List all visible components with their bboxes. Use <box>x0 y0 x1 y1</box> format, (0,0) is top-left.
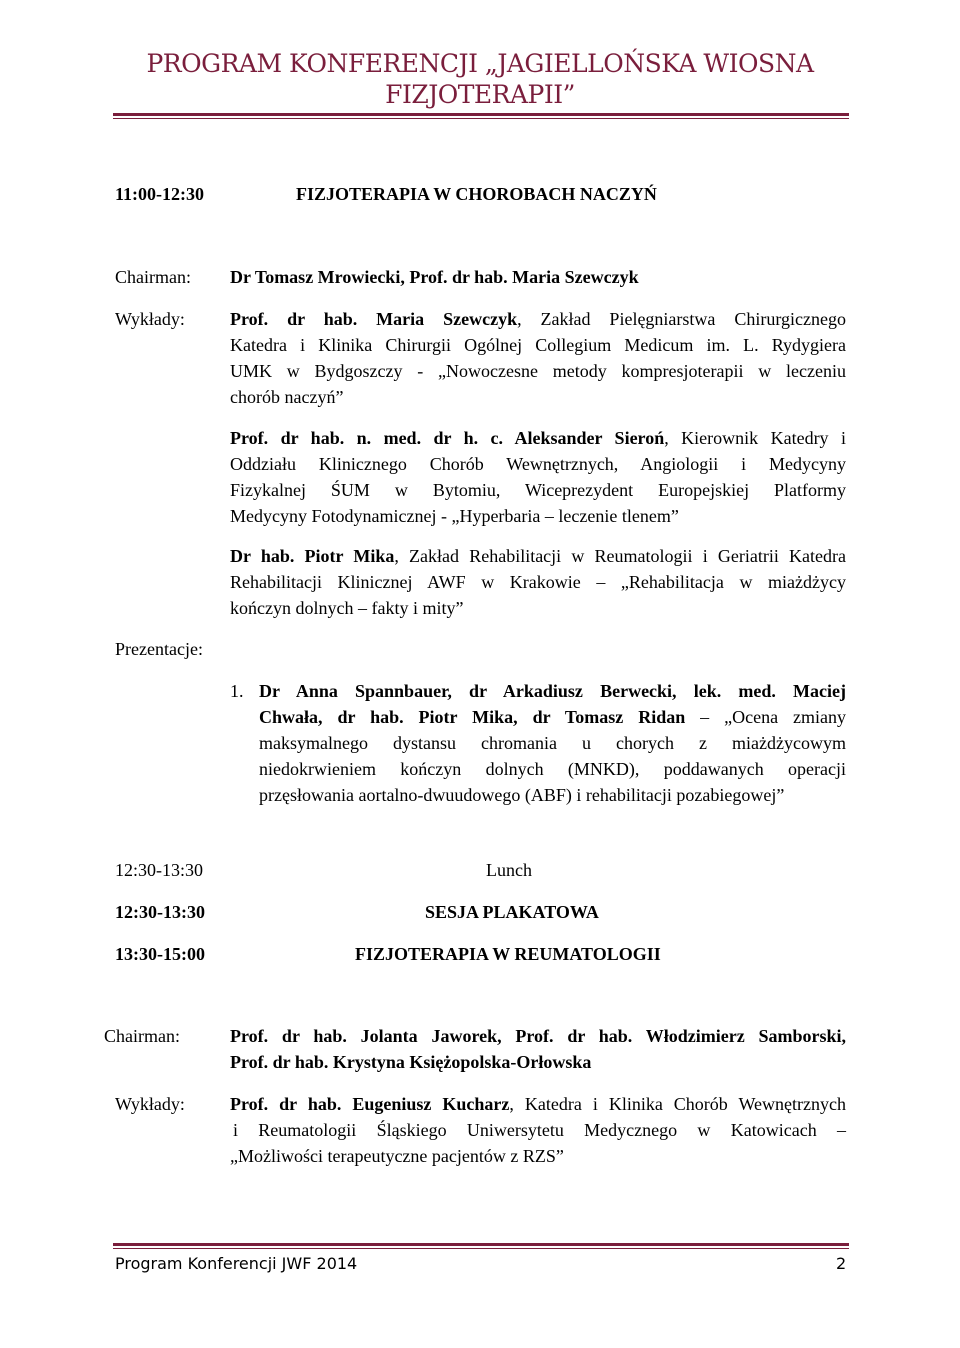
lecture-3-line-2: Rehabilitacji Klinicznej AWF w Krakowie – „Rehabilitacja w miażdżycy <box>230 572 846 592</box>
presentation-line-3: niedokrwieniem kończyn dolnych (MNKD), poddawanych operacji <box>259 759 846 779</box>
session1-lectures-label: Wykłady: <box>115 309 185 329</box>
footer-rule-thick <box>113 1243 849 1246</box>
page-number: 2 <box>836 1254 847 1273</box>
session2-lecture-line-2: i Reumatologii Śląskiego Uniwersytetu Medycznego w Katowicach – <box>233 1120 846 1140</box>
lecture-3 <box>230 543 846 621</box>
lecture-2-line-2: Oddziału Klinicznego Chorób Wewnętrznych, Angiologii i Medycyny <box>230 454 846 474</box>
header-rule-thick <box>113 113 849 116</box>
session2-time: 13:30-15:00 <box>115 944 205 964</box>
lecture-2-line-3: Fizykalnej ŚUM w Bytomiu, Wiceprezydent Europejskiej Platformy <box>230 480 846 500</box>
session1-chairman: Dr Tomasz Mrowiecki, Prof. dr hab. Maria Szewczyk <box>230 267 639 287</box>
presentation-1 <box>259 678 846 808</box>
footer-rule-thin <box>113 1248 849 1249</box>
lecture-3-line-1: , Zakład Rehabilitacji w Reumatologii i Geriatrii Katedra <box>394 546 846 566</box>
session2-title: FIZJOTERAPIA W REUMATOLOGII <box>355 944 661 964</box>
lunch-title: Lunch <box>486 860 532 880</box>
title-line-2: FIZJOTERAPII” <box>385 80 575 109</box>
session2-chairman <box>230 1023 846 1075</box>
session1-chairman-label: Chairman: <box>115 267 191 287</box>
poster-title: SESJA PLAKATOWA <box>425 902 599 922</box>
header-rule-thin <box>113 118 849 119</box>
session2-lecture-author: Prof. dr hab. Eugeniusz Kucharz <box>230 1094 510 1114</box>
lunch-time: 12:30-13:30 <box>115 860 203 880</box>
lecture-2-line-1: , Kierownik Katedry i <box>664 428 846 448</box>
session2-lecture-line-1: , Katedra i Klinika Chorób Wewnętrznych <box>509 1094 846 1114</box>
lecture-1-line-1: , Zakład Pielęgniarstwa Chirurgicznego <box>517 309 846 329</box>
lecture-1-author: Prof. dr hab. Maria Szewczyk <box>230 309 518 329</box>
lecture-3-author: Dr hab. Piotr Mika <box>230 546 395 566</box>
session1-title: FIZJOTERAPIA W CHOROBACH NACZYŃ <box>296 184 657 204</box>
session2-lecture-line-3: „Możliwości terapeutyczne pacjentów z RZS” <box>230 1146 564 1166</box>
document-title <box>110 48 850 110</box>
session2-lectures-label: Wykłady: <box>115 1094 185 1114</box>
presentation-line-2: maksymalnego dystansu chromania u chorych z miażdżycowym <box>259 733 846 753</box>
poster-time: 12:30-13:30 <box>115 902 205 922</box>
footer-text: Program Konferencji JWF 2014 <box>115 1254 358 1273</box>
session1-presentations-label: Prezentacje: <box>115 639 203 659</box>
lecture-1 <box>230 306 846 410</box>
presentation-line-1: – „Ocena zmiany <box>685 707 847 727</box>
lecture-1-line-2: Katedra i Klinika Chirurgii Ogólnej Collegium Medicum im. L. Rydygiera <box>230 335 846 355</box>
lecture-2-author: Prof. dr hab. n. med. dr h. c. Aleksander Sieroń <box>230 428 665 448</box>
presentation-authors-line-2: Chwała, dr hab. Piotr Mika, dr Tomasz Ridan <box>259 707 686 727</box>
lecture-1-line-4: chorób naczyń” <box>230 387 344 407</box>
lecture-3-line-3: kończyn dolnych – fakty i mity” <box>230 598 464 618</box>
lecture-2-line-4: Medycyny Fotodynamicznej - „Hyperbaria – leczenie tlenem” <box>230 506 679 526</box>
session1-time: 11:00-12:30 <box>115 184 204 204</box>
title-line-1: PROGRAM KONFERENCJI „JAGIELLOŃSKA WIOSNA <box>146 49 814 78</box>
presentation-authors-line-1: Dr Anna Spannbauer, dr Arkadiusz Berwecki, lek. med. Maciej <box>259 681 846 701</box>
session2-chairman-line-2: Prof. dr hab. Krystyna Księżopolska-Orłowska <box>230 1052 592 1072</box>
session2-lecture <box>230 1091 846 1169</box>
lecture-2 <box>230 425 846 529</box>
session2-chairman-label: Chairman: <box>104 1026 180 1046</box>
presentation-line-4: przęsłowania aortalno-dwuudowego (ABF) i rehabilitacji pozabiegowej” <box>259 785 785 805</box>
session2-chairman-line-1: Prof. dr hab. Jolanta Jaworek, Prof. dr hab. Włodzimierz Samborski, <box>230 1026 846 1046</box>
lecture-1-line-3: UMK w Bydgoszczy - „Nowoczesne metody kompresjoterapii w leczeniu <box>230 361 846 381</box>
presentation-number: 1. <box>230 681 244 701</box>
